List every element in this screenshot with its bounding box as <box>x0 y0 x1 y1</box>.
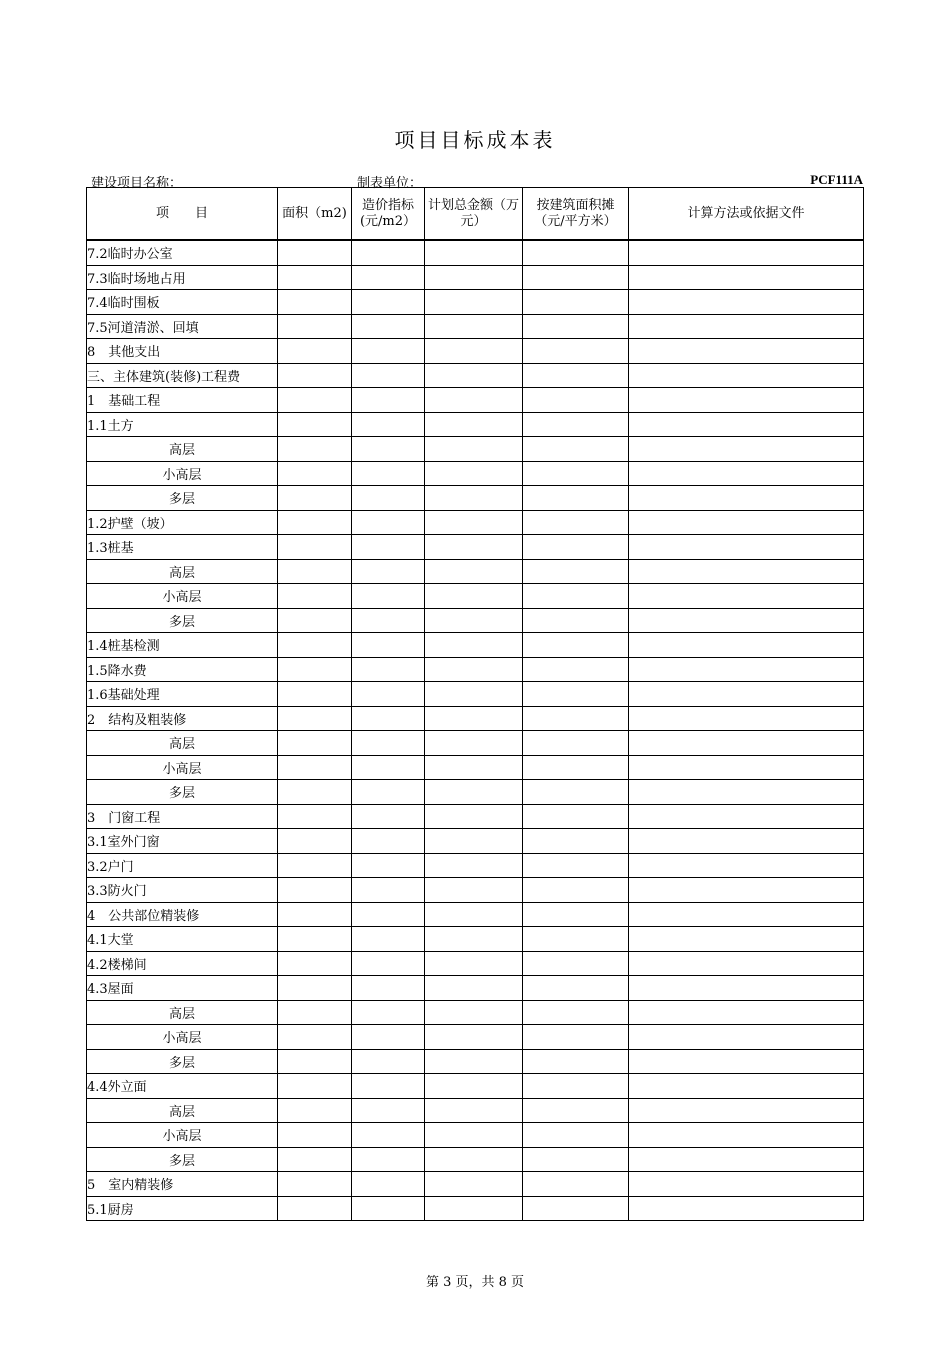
area-cell[interactable] <box>278 265 352 290</box>
area-cell[interactable] <box>278 339 352 364</box>
method-cell[interactable] <box>629 853 864 878</box>
per-area-cell[interactable] <box>523 559 629 584</box>
method-cell[interactable] <box>629 535 864 560</box>
total-amount-cell[interactable] <box>425 608 523 633</box>
row-item-label: 4.2楼梯间 <box>87 951 278 976</box>
row-item-label: 8 其他支出 <box>87 339 278 364</box>
area-cell[interactable] <box>278 682 352 707</box>
area-cell[interactable] <box>278 951 352 976</box>
per-area-cell[interactable] <box>523 976 629 1001</box>
per-area-cell[interactable] <box>523 1172 629 1197</box>
per-area-cell[interactable] <box>523 510 629 535</box>
table-row <box>87 706 864 731</box>
row-item-label: 3.2户门 <box>87 853 278 878</box>
method-cell[interactable] <box>629 437 864 462</box>
area-cell[interactable] <box>278 510 352 535</box>
per-area-cell[interactable] <box>523 1000 629 1025</box>
table-row <box>87 363 864 388</box>
total-amount-cell[interactable] <box>425 780 523 805</box>
area-cell[interactable] <box>278 314 352 339</box>
area-cell[interactable] <box>278 1000 352 1025</box>
method-cell[interactable] <box>629 510 864 535</box>
area-cell[interactable] <box>278 657 352 682</box>
method-cell[interactable] <box>629 339 864 364</box>
row-item-label: 7.4临时围板 <box>87 290 278 315</box>
row-item-label: 2 结构及粗装修 <box>87 706 278 731</box>
table-row <box>87 878 864 903</box>
row-item-label: 1.5降水费 <box>87 657 278 682</box>
area-cell[interactable] <box>278 731 352 756</box>
unit-cost-cell[interactable] <box>352 1147 425 1172</box>
unit-cost-cell[interactable] <box>352 1196 425 1221</box>
total-amount-cell[interactable] <box>425 706 523 731</box>
method-cell[interactable] <box>629 461 864 486</box>
total-amount-cell[interactable] <box>425 1123 523 1148</box>
column-header-item: 项 目 <box>87 188 278 241</box>
method-cell[interactable] <box>629 314 864 339</box>
unit-cost-cell[interactable] <box>352 1172 425 1197</box>
unit-cost-cell[interactable] <box>352 314 425 339</box>
unit-cost-cell[interactable] <box>352 927 425 952</box>
row-item-label: 4 公共部位精装修 <box>87 902 278 927</box>
method-cell[interactable] <box>629 927 864 952</box>
method-cell[interactable] <box>629 902 864 927</box>
unit-cost-cell[interactable] <box>352 829 425 854</box>
method-cell[interactable] <box>629 1098 864 1123</box>
method-cell[interactable] <box>629 682 864 707</box>
unit-cost-cell[interactable] <box>352 878 425 903</box>
page-footer: 第 3 页，共 8 页 <box>425 1275 525 1290</box>
area-cell[interactable] <box>278 829 352 854</box>
total-amount-cell[interactable] <box>425 240 523 265</box>
area-cell[interactable] <box>278 535 352 560</box>
row-item-label: 高层 <box>87 1000 278 1025</box>
row-item-label: 小高层 <box>87 461 278 486</box>
area-cell[interactable] <box>278 804 352 829</box>
method-cell[interactable] <box>629 755 864 780</box>
method-cell[interactable] <box>629 878 864 903</box>
total-amount-cell[interactable] <box>425 755 523 780</box>
total-amount-cell[interactable] <box>425 1074 523 1099</box>
unit-cost-cell[interactable] <box>352 657 425 682</box>
area-cell[interactable] <box>278 363 352 388</box>
method-cell[interactable] <box>629 1049 864 1074</box>
total-amount-cell[interactable] <box>425 804 523 829</box>
form-code: PCF111A <box>810 172 863 187</box>
unit-cost-cell[interactable] <box>352 780 425 805</box>
area-cell[interactable] <box>278 706 352 731</box>
table-row <box>87 780 864 805</box>
row-item-label: 5 室内精装修 <box>87 1172 278 1197</box>
unit-cost-cell[interactable] <box>352 682 425 707</box>
area-cell[interactable] <box>278 584 352 609</box>
per-area-cell[interactable] <box>523 437 629 462</box>
unit-cost-cell[interactable] <box>352 853 425 878</box>
per-area-cell[interactable] <box>523 902 629 927</box>
table-row <box>87 314 864 339</box>
method-cell[interactable] <box>629 240 864 265</box>
area-cell[interactable] <box>278 486 352 511</box>
per-area-cell[interactable] <box>523 755 629 780</box>
row-item-label: 小高层 <box>87 1123 278 1148</box>
table-row <box>87 804 864 829</box>
total-amount-cell[interactable] <box>425 829 523 854</box>
method-cell[interactable] <box>629 829 864 854</box>
row-item-label: 高层 <box>87 559 278 584</box>
per-area-cell[interactable] <box>523 461 629 486</box>
area-cell[interactable] <box>278 1196 352 1221</box>
total-amount-cell[interactable] <box>425 559 523 584</box>
total-amount-cell[interactable] <box>425 1196 523 1221</box>
method-cell[interactable] <box>629 976 864 1001</box>
table-row <box>87 608 864 633</box>
unit-cost-cell[interactable] <box>352 902 425 927</box>
total-amount-cell[interactable] <box>425 290 523 315</box>
total-amount-cell[interactable] <box>425 314 523 339</box>
total-amount-cell[interactable] <box>425 731 523 756</box>
table-row <box>87 1098 864 1123</box>
total-amount-cell[interactable] <box>425 265 523 290</box>
area-cell[interactable] <box>278 878 352 903</box>
method-cell[interactable] <box>629 633 864 658</box>
row-item-label: 高层 <box>87 1098 278 1123</box>
unit-cost-cell[interactable] <box>352 755 425 780</box>
unit-label: 制表单位： <box>357 176 423 191</box>
per-area-cell[interactable] <box>523 535 629 560</box>
total-amount-cell[interactable] <box>425 682 523 707</box>
table-row <box>87 902 864 927</box>
per-area-cell[interactable] <box>523 1049 629 1074</box>
method-cell[interactable] <box>629 363 864 388</box>
per-area-cell[interactable] <box>523 1025 629 1050</box>
unit-cost-cell[interactable] <box>352 363 425 388</box>
area-cell[interactable] <box>278 1172 352 1197</box>
unit-cost-cell[interactable] <box>352 1098 425 1123</box>
unit-cost-cell[interactable] <box>352 1123 425 1148</box>
total-amount-cell[interactable] <box>425 339 523 364</box>
row-item-label: 4.4外立面 <box>87 1074 278 1099</box>
table-row <box>87 290 864 315</box>
table-row <box>87 437 864 462</box>
table-row <box>87 1196 864 1221</box>
table-row <box>87 339 864 364</box>
method-cell[interactable] <box>629 1025 864 1050</box>
area-cell[interactable] <box>278 1074 352 1099</box>
total-amount-cell[interactable] <box>425 535 523 560</box>
total-amount-cell[interactable] <box>425 1025 523 1050</box>
method-cell[interactable] <box>629 265 864 290</box>
total-amount-cell[interactable] <box>425 584 523 609</box>
method-cell[interactable] <box>629 657 864 682</box>
table-row <box>87 927 864 952</box>
per-area-cell[interactable] <box>523 731 629 756</box>
unit-cost-cell[interactable] <box>352 461 425 486</box>
method-cell[interactable] <box>629 290 864 315</box>
area-cell[interactable] <box>278 608 352 633</box>
per-area-cell[interactable] <box>523 829 629 854</box>
unit-cost-cell[interactable] <box>352 290 425 315</box>
method-cell[interactable] <box>629 804 864 829</box>
total-amount-cell[interactable] <box>425 976 523 1001</box>
table-row <box>87 1074 864 1099</box>
row-item-label: 多层 <box>87 486 278 511</box>
area-cell[interactable] <box>278 1025 352 1050</box>
table-row <box>87 1147 864 1172</box>
area-cell[interactable] <box>278 755 352 780</box>
row-item-label: 多层 <box>87 780 278 805</box>
method-cell[interactable] <box>629 584 864 609</box>
area-cell[interactable] <box>278 1098 352 1123</box>
per-area-cell[interactable] <box>523 265 629 290</box>
area-cell[interactable] <box>278 1147 352 1172</box>
area-cell[interactable] <box>278 559 352 584</box>
table-row <box>87 976 864 1001</box>
unit-cost-cell[interactable] <box>352 437 425 462</box>
per-area-cell[interactable] <box>523 314 629 339</box>
row-item-label: 5.1厨房 <box>87 1196 278 1221</box>
total-amount-cell[interactable] <box>425 510 523 535</box>
per-area-cell[interactable] <box>523 1123 629 1148</box>
area-cell[interactable] <box>278 240 352 265</box>
table-row <box>87 755 864 780</box>
method-cell[interactable] <box>629 1000 864 1025</box>
area-cell[interactable] <box>278 1049 352 1074</box>
area-cell[interactable] <box>278 902 352 927</box>
total-amount-cell[interactable] <box>425 1147 523 1172</box>
total-amount-cell[interactable] <box>425 951 523 976</box>
unit-cost-cell[interactable] <box>352 486 425 511</box>
unit-cost-cell[interactable] <box>352 1074 425 1099</box>
total-amount-cell[interactable] <box>425 1000 523 1025</box>
per-area-cell[interactable] <box>523 339 629 364</box>
table-row <box>87 559 864 584</box>
unit-cost-cell[interactable] <box>352 510 425 535</box>
area-cell[interactable] <box>278 780 352 805</box>
per-area-cell[interactable] <box>523 608 629 633</box>
row-item-label: 1.2护壁（坡） <box>87 510 278 535</box>
area-cell[interactable] <box>278 853 352 878</box>
per-area-cell[interactable] <box>523 804 629 829</box>
unit-cost-cell[interactable] <box>352 240 425 265</box>
per-area-cell[interactable] <box>523 657 629 682</box>
row-item-label: 小高层 <box>87 584 278 609</box>
total-amount-cell[interactable] <box>425 461 523 486</box>
per-area-cell[interactable] <box>523 486 629 511</box>
table-row <box>87 486 864 511</box>
table-header-row <box>87 188 864 241</box>
method-cell[interactable] <box>629 731 864 756</box>
total-amount-cell[interactable] <box>425 853 523 878</box>
unit-cost-cell[interactable] <box>352 951 425 976</box>
column-header-total-amount: 计划总金额（万元） <box>425 188 523 241</box>
table-row <box>87 731 864 756</box>
row-item-label: 高层 <box>87 437 278 462</box>
method-cell[interactable] <box>629 1147 864 1172</box>
row-item-label: 3.3防火门 <box>87 878 278 903</box>
column-header-area: 面积（m2) <box>278 188 352 241</box>
per-area-cell[interactable] <box>523 1196 629 1221</box>
table-row <box>87 584 864 609</box>
area-cell[interactable] <box>278 633 352 658</box>
per-area-cell[interactable] <box>523 927 629 952</box>
unit-cost-cell[interactable] <box>352 412 425 437</box>
row-item-label: 多层 <box>87 1049 278 1074</box>
table-row <box>87 388 864 413</box>
per-area-cell[interactable] <box>523 682 629 707</box>
total-amount-cell[interactable] <box>425 927 523 952</box>
per-area-cell[interactable] <box>523 878 629 903</box>
method-cell[interactable] <box>629 608 864 633</box>
per-area-cell[interactable] <box>523 412 629 437</box>
row-item-label: 三、主体建筑(装修)工程费 <box>87 363 278 388</box>
area-cell[interactable] <box>278 927 352 952</box>
total-amount-cell[interactable] <box>425 412 523 437</box>
area-cell[interactable] <box>278 437 352 462</box>
per-area-cell[interactable] <box>523 388 629 413</box>
row-item-label: 高层 <box>87 731 278 756</box>
method-cell[interactable] <box>629 412 864 437</box>
unit-cost-cell[interactable] <box>352 559 425 584</box>
row-item-label: 7.2临时办公室 <box>87 240 278 265</box>
unit-cost-cell[interactable] <box>352 608 425 633</box>
total-amount-cell[interactable] <box>425 1049 523 1074</box>
per-area-cell[interactable] <box>523 240 629 265</box>
per-area-cell[interactable] <box>523 633 629 658</box>
method-cell[interactable] <box>629 388 864 413</box>
column-header-unit-cost: 造价指标(元/m2） <box>352 188 425 241</box>
row-item-label: 小高层 <box>87 1025 278 1050</box>
method-cell[interactable] <box>629 780 864 805</box>
unit-cost-cell[interactable] <box>352 1000 425 1025</box>
column-header-method: 计算方法或依据文件 <box>629 188 864 241</box>
row-item-label: 4.3屋面 <box>87 976 278 1001</box>
document-title: 项目目标成本表 <box>394 128 556 152</box>
row-item-label: 1.1土方 <box>87 412 278 437</box>
total-amount-cell[interactable] <box>425 878 523 903</box>
total-amount-cell[interactable] <box>425 1172 523 1197</box>
table-row <box>87 240 864 265</box>
row-item-label: 多层 <box>87 608 278 633</box>
method-cell[interactable] <box>629 951 864 976</box>
table-row <box>87 829 864 854</box>
per-area-cell[interactable] <box>523 290 629 315</box>
area-cell[interactable] <box>278 461 352 486</box>
row-item-label: 1.3桩基 <box>87 535 278 560</box>
total-amount-cell[interactable] <box>425 1098 523 1123</box>
method-cell[interactable] <box>629 1172 864 1197</box>
table-row <box>87 951 864 976</box>
table-row <box>87 1000 864 1025</box>
area-cell[interactable] <box>278 412 352 437</box>
table-row <box>87 1123 864 1148</box>
area-cell[interactable] <box>278 976 352 1001</box>
row-item-label: 3 门窗工程 <box>87 804 278 829</box>
row-item-label: 4.1大堂 <box>87 927 278 952</box>
total-amount-cell[interactable] <box>425 657 523 682</box>
table-row <box>87 1172 864 1197</box>
total-amount-cell[interactable] <box>425 388 523 413</box>
method-cell[interactable] <box>629 1196 864 1221</box>
method-cell[interactable] <box>629 486 864 511</box>
table-row <box>87 657 864 682</box>
per-area-cell[interactable] <box>523 1098 629 1123</box>
per-area-cell[interactable] <box>523 1074 629 1099</box>
row-item-label: 7.5河道清淤、回填 <box>87 314 278 339</box>
table-row <box>87 535 864 560</box>
total-amount-cell[interactable] <box>425 633 523 658</box>
unit-cost-cell[interactable] <box>352 535 425 560</box>
per-area-cell[interactable] <box>523 853 629 878</box>
total-amount-cell[interactable] <box>425 486 523 511</box>
area-cell[interactable] <box>278 1123 352 1148</box>
unit-cost-cell[interactable] <box>352 731 425 756</box>
total-amount-cell[interactable] <box>425 437 523 462</box>
method-cell[interactable] <box>629 1074 864 1099</box>
unit-cost-cell[interactable] <box>352 633 425 658</box>
method-cell[interactable] <box>629 706 864 731</box>
per-area-cell[interactable] <box>523 363 629 388</box>
table-row <box>87 1049 864 1074</box>
cost-table <box>86 187 864 1221</box>
form-meta <box>91 172 863 191</box>
area-cell[interactable] <box>278 290 352 315</box>
row-item-label: 小高层 <box>87 755 278 780</box>
table-row <box>87 853 864 878</box>
row-item-label: 多层 <box>87 1147 278 1172</box>
unit-cost-cell[interactable] <box>352 706 425 731</box>
row-item-label: 7.3临时场地占用 <box>87 265 278 290</box>
unit-cost-cell[interactable] <box>352 265 425 290</box>
unit-cost-cell[interactable] <box>352 388 425 413</box>
unit-cost-cell[interactable] <box>352 584 425 609</box>
unit-cost-cell[interactable] <box>352 1049 425 1074</box>
table-row <box>87 265 864 290</box>
table-row <box>87 682 864 707</box>
table-row <box>87 510 864 535</box>
method-cell[interactable] <box>629 559 864 584</box>
total-amount-cell[interactable] <box>425 363 523 388</box>
per-area-cell[interactable] <box>523 780 629 805</box>
total-amount-cell[interactable] <box>425 902 523 927</box>
column-header-per-area: 按建筑面积摊（元/平方米） <box>523 188 629 241</box>
row-item-label: 3.1室外门窗 <box>87 829 278 854</box>
table-row <box>87 412 864 437</box>
per-area-cell[interactable] <box>523 1147 629 1172</box>
row-item-label: 1.6基础处理 <box>87 682 278 707</box>
per-area-cell[interactable] <box>523 706 629 731</box>
table-row <box>87 461 864 486</box>
area-cell[interactable] <box>278 388 352 413</box>
per-area-cell[interactable] <box>523 951 629 976</box>
row-item-label: 1 基础工程 <box>87 388 278 413</box>
project-name-label: 建设项目名称： <box>91 176 183 191</box>
table-row <box>87 1025 864 1050</box>
method-cell[interactable] <box>629 1123 864 1148</box>
row-item-label: 1.4桩基检测 <box>87 633 278 658</box>
unit-cost-cell[interactable] <box>352 976 425 1001</box>
unit-cost-cell[interactable] <box>352 339 425 364</box>
per-area-cell[interactable] <box>523 584 629 609</box>
unit-cost-cell[interactable] <box>352 804 425 829</box>
unit-cost-cell[interactable] <box>352 1025 425 1050</box>
table-row <box>87 633 864 658</box>
